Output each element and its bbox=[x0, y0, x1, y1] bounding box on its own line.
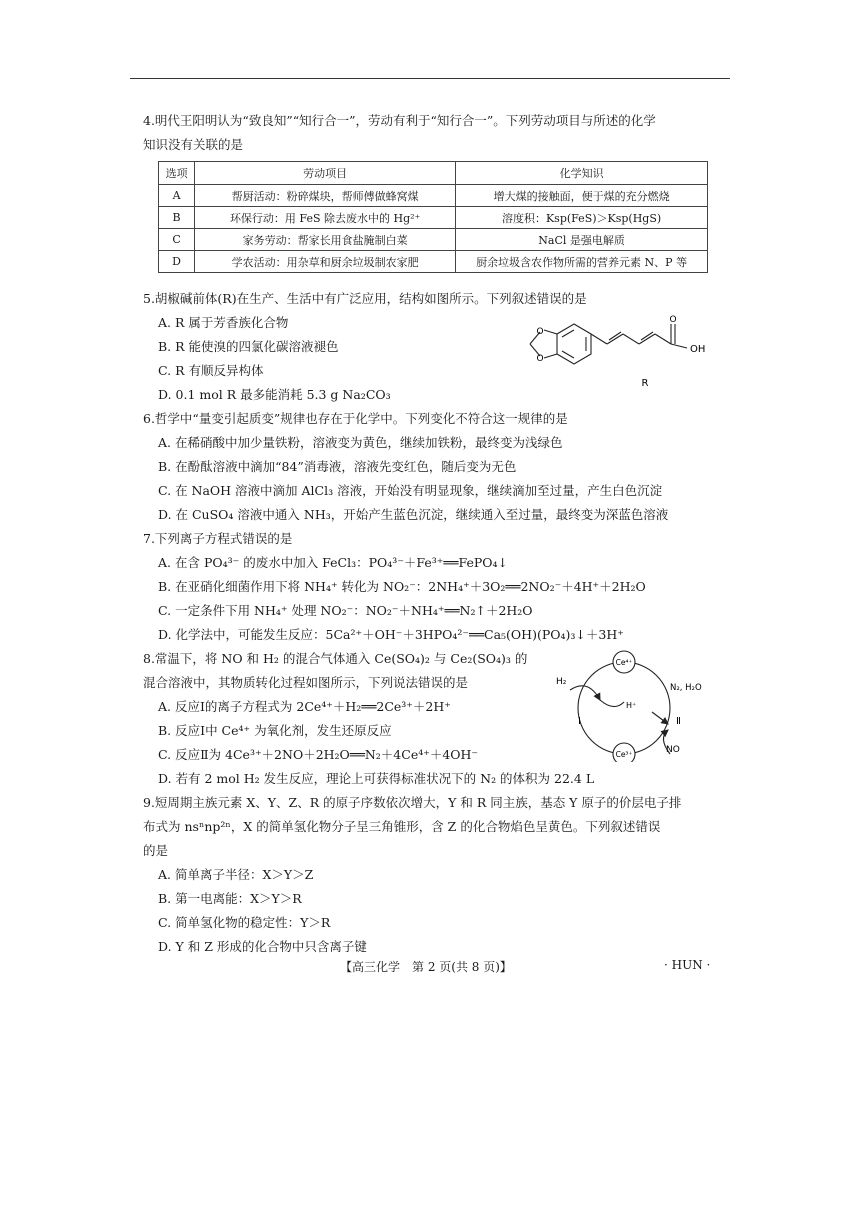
q4-stem-line1: 4.明代王阳明认为“致良知”“知行合一”，劳动有利于“知行合一”。下列劳动项目与所述的化学 bbox=[143, 113, 656, 128]
table-cell: B bbox=[159, 207, 195, 229]
table-cell: NaCl 是强电解质 bbox=[456, 229, 708, 251]
table-row bbox=[159, 207, 708, 229]
q6-option-a: A. 在稀硝酸中加少量铁粉，溶液变为黄色，继续加铁粉，最终变为浅绿色 bbox=[158, 435, 563, 450]
q6-option-c: C. 在 NaOH 溶液中滴加 AlCl₃ 溶液，开始没有明显现象，继续滴加至过量，产生白色沉淀 bbox=[158, 483, 663, 498]
q5-option-a: A. R 属于芳香族化合物 bbox=[158, 315, 289, 330]
q7-stem: 7.下列离子方程式错误的是 bbox=[143, 531, 293, 546]
hplus-label: H⁺ bbox=[626, 701, 637, 710]
h2-label: H₂ bbox=[556, 677, 567, 687]
table-cell: 帮厨活动：粉碎煤块，帮师傅做蜂窝煤 bbox=[195, 185, 456, 207]
hplus-arrow bbox=[600, 700, 624, 707]
table-row bbox=[159, 251, 708, 273]
q8-stem-line2: 混合溶液中，其物质转化过程如图所示，下列说法错误的是 bbox=[143, 675, 469, 690]
table-cell: 厨余垃圾含农作物所需的营养元素 N、P 等 bbox=[456, 251, 708, 273]
q6-option-b: B. 在酚酞溶液中滴加“84”消毒液，溶液先变红色，随后变为无色 bbox=[158, 459, 517, 474]
q4-table bbox=[158, 161, 708, 273]
table-cell: D bbox=[159, 251, 195, 273]
oxygen-label: O bbox=[669, 315, 677, 325]
q7-option-d: D. 化学法中，可能发生反应：5Ca²⁺＋OH⁻＋3HPO₄²⁻══Ca₅(OH)(PO₄)₃↓＋3H⁺ bbox=[158, 627, 624, 642]
structure-caption: R bbox=[641, 378, 649, 389]
q5-structure-figure bbox=[500, 310, 730, 392]
q5-option-b: B. R 能使溴的四氯化碳溶液褪色 bbox=[158, 339, 339, 354]
table-cell: 环保行动：用 FeS 除去废水中的 Hg²⁺ bbox=[195, 207, 456, 229]
page-footer: 【高三化学 第 2 页(共 8 页)】 bbox=[340, 960, 512, 974]
q8-stem-line1: 8.常温下，将 NO 和 H₂ 的混合气体通入 Ce(SO₄)₂ 与 Ce₂(SO₄)₃ 的 bbox=[143, 651, 528, 666]
q5-option-c: C. R 有顺反异构体 bbox=[158, 363, 264, 378]
table-row bbox=[159, 229, 708, 251]
q8-option-a: A. 反应Ⅰ的离子方程式为 2Ce⁴⁺＋H₂══2Ce³⁺＋2H⁺ bbox=[158, 699, 451, 714]
q8-option-c: C. 反应Ⅱ为 4Ce³⁺＋2NO＋2H₂O══N₂＋4Ce⁴⁺＋4OH⁻ bbox=[158, 747, 479, 762]
table-header: 化学知识 bbox=[456, 162, 708, 185]
table-cell: 家务劳动：帮家长用食盐腌制白菜 bbox=[195, 229, 456, 251]
q4-stem-line2: 知识没有关联的是 bbox=[143, 137, 244, 152]
q8-cycle-diagram bbox=[548, 650, 718, 762]
q9-option-a: A. 简单离子半径：X＞Y＞Z bbox=[158, 867, 314, 882]
table-row bbox=[159, 185, 708, 207]
q5-option-d: D. 0.1 mol R 最多能消耗 5.3 g Na₂CO₃ bbox=[158, 387, 391, 402]
table-cell: A bbox=[159, 185, 195, 207]
q9-stem-line3: 的是 bbox=[143, 843, 169, 858]
table-cell: 溶度积：Ksp(FeS)＞Ksp(HgS) bbox=[456, 207, 708, 229]
q7-option-c: C. 一定条件下用 NH₄⁺ 处理 NO₂⁻：NO₂⁻＋NH₄⁺══N₂↑＋2H₂O bbox=[158, 603, 533, 618]
q6-option-d: D. 在 CuSO₄ 溶液中通入 NH₃，开始产生蓝色沉淀，继续通入至过量，最终变为深蓝色溶液 bbox=[158, 507, 669, 522]
reaction1-label: Ⅰ bbox=[578, 716, 581, 727]
reaction2-label: Ⅱ bbox=[676, 716, 681, 727]
q7-option-b: B. 在亚硝化细菌作用下将 NH₄⁺ 转化为 NO₂⁻：2NH₄⁺＋3O₂══2NO₂⁻＋4H⁺＋2H₂O bbox=[158, 579, 646, 594]
ce3-label: Ce³⁺ bbox=[615, 750, 633, 759]
oxygen-label: O bbox=[536, 354, 544, 364]
table-cell: C bbox=[159, 229, 195, 251]
no-label: NO bbox=[666, 745, 680, 755]
footer-code: · HUN · bbox=[664, 958, 711, 972]
q9-option-b: B. 第一电离能：X＞Y＞R bbox=[158, 891, 302, 906]
q9-option-c: C. 简单氢化物的稳定性：Y＞R bbox=[158, 915, 331, 930]
q7-option-a: A. 在含 PO₄³⁻ 的废水中加入 FeCl₃：PO₄³⁻＋Fe³⁺══FePO₄↓ bbox=[158, 555, 508, 570]
oxygen-label: O bbox=[536, 327, 544, 337]
ce4-label: Ce⁴⁺ bbox=[615, 658, 633, 667]
table-cell: 学农活动：用杂草和厨余垃圾制农家肥 bbox=[195, 251, 456, 273]
q9-stem-line2: 布式为 nsⁿnp²ⁿ，X 的简单氢化物分子呈三角锥形，含 Z 的化合物焰色呈黄色。下列叙述错误 bbox=[143, 819, 661, 834]
q8-option-b: B. 反应Ⅰ中 Ce⁴⁺ 为氧化剂，发生还原反应 bbox=[158, 723, 392, 738]
oh-label: OH bbox=[690, 344, 706, 355]
q8-option-d: D. 若有 2 mol H₂ 发生反应，理论上可获得标准状况下的 N₂ 的体积为 22.4 L bbox=[158, 771, 595, 786]
header-rule bbox=[130, 78, 730, 79]
n2h2o-label: N₂, H₂O bbox=[670, 683, 702, 693]
q6-stem: 6.哲学中“量变引起质变”规律也存在于化学中。下列变化不符合这一规律的是 bbox=[143, 411, 568, 426]
q9-stem-line1: 9.短周期主族元素 X、Y、Z、R 的原子序数依次增大，Y 和 R 同主族，基态 Y 原子的价层电子排 bbox=[143, 795, 682, 810]
table-header: 劳动项目 bbox=[195, 162, 456, 185]
n2-arrow bbox=[652, 712, 668, 724]
q5-stem: 5.胡椒碱前体(R)在生产、生活中有广泛应用，结构如图所示。下列叙述错误的是 bbox=[143, 291, 587, 306]
cycle-circle bbox=[578, 662, 670, 754]
q9-option-d: D. Y 和 Z 形成的化合物中只含离子键 bbox=[158, 939, 367, 954]
table-header: 选项 bbox=[159, 162, 195, 185]
h2-arrow bbox=[570, 686, 600, 700]
table-header-row bbox=[159, 162, 708, 185]
table-cell: 增大煤的接触面，便于煤的充分燃烧 bbox=[456, 185, 708, 207]
